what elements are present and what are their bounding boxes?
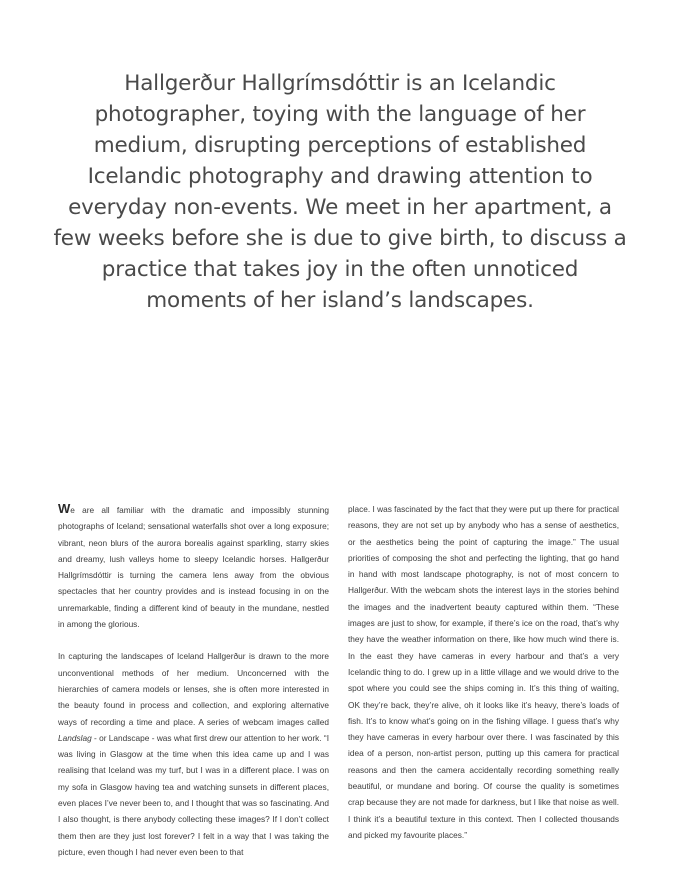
- body-text: - or Landscape - was what first drew our attention to her work. “I was living in Glasgow at the time when this idea came up and I was realising that Iceland was my turf, but I was in a different place. I was on my sofa in Glasgow having tea and watching sunsets in different places, even places I’ve never been to, and I thought that was so fascinating. And I also thought, is there anybody collecting these images? If I don’t collect them then are they just lost forever? I felt in a way that I was taking the picture, even though I had never even been to that: [58, 732, 329, 857]
- body-paragraph: [58, 648, 329, 860]
- article-column-right: [348, 501, 619, 859]
- body-text: e are all familiar with the dramatic and impossibly stunning photographs of Iceland; sensational waterfalls shot over a long exposure; vibrant, neon blurs of the aurora borealis against sparkling, starry skies and dreamy, lush valleys home to sleepy Icelandic horses. Hallgerður Hallgrímsdóttir is turning the camera lens away from the obvious spectacles that her country provides and is instead focusing in on the unremarkable, finding a different kind of beauty in the mundane, nestled in among the glorious.: [58, 505, 329, 630]
- body-paragraph: [58, 501, 329, 632]
- drop-cap: W: [58, 501, 71, 516]
- body-text: In capturing the landscapes of Iceland Hallgerður is drawn to the more unconventional methods of her medium. Unconcerned with the hierarchies of camera models or lenses, she is often more interested in the beauty found in process and collection, and exploring alternative ways of recording a time and place. A series of webcam images called: [58, 651, 329, 727]
- series-title: Landslag: [58, 732, 92, 743]
- body-paragraph: place. I was fascinated by the fact that they were put up there for practical reasons, they are not set up by anybody who has a sense of aesthetics, or the aesthetics being the point of capturing the image.” The usual priorities of composing the shot and perfecting the lighting, that go hand in hand with most landscape photography, is not of most concern to Hallgerður. With the webcam shots the interest lays in the stories behind the images and the inadvertent beauty captured within them. “These images are just to show, for example, if there’s ice on the road, that’s why they have the weather information on there, like how much wind there is. In the east they have cameras in every harbour and that’s a very Icelandic thing to do. I grew up in a little village and we would drive to the spot where you could see the ships coming in. It’s this thing of waiting, OK they’re back, they’re alive, oh it looks like it’s heavy, there’s loads of fish. It’s to know what’s going on in the fishing village. I guess that’s why they have cameras in every harbour over there. I was fascinated by this idea of a person, non-artist person, putting up this camera for practical reasons and then the camera accidentally recording something really beautiful, or mundane and boring. Of course the quality is sometimes crap because they are not made for darkness, but I like that noise as well. I think it’s a beautiful texture in this context. Then I collected thousands and picked my favourite places.”: [348, 504, 619, 840]
- article-column-left: [58, 501, 329, 876]
- intro-paragraph: Hallgerður Hallgrímsdóttir is an Icelandic photographer, toying with the language of her medium, disrupting perceptions of established Icelandic photography and drawing attention to everyday non-events. We meet in her apartment, a few weeks before she is due to give birth, to discuss a practice that takes joy in the often unnoticed moments of her island’s landscapes.: [53, 71, 627, 313]
